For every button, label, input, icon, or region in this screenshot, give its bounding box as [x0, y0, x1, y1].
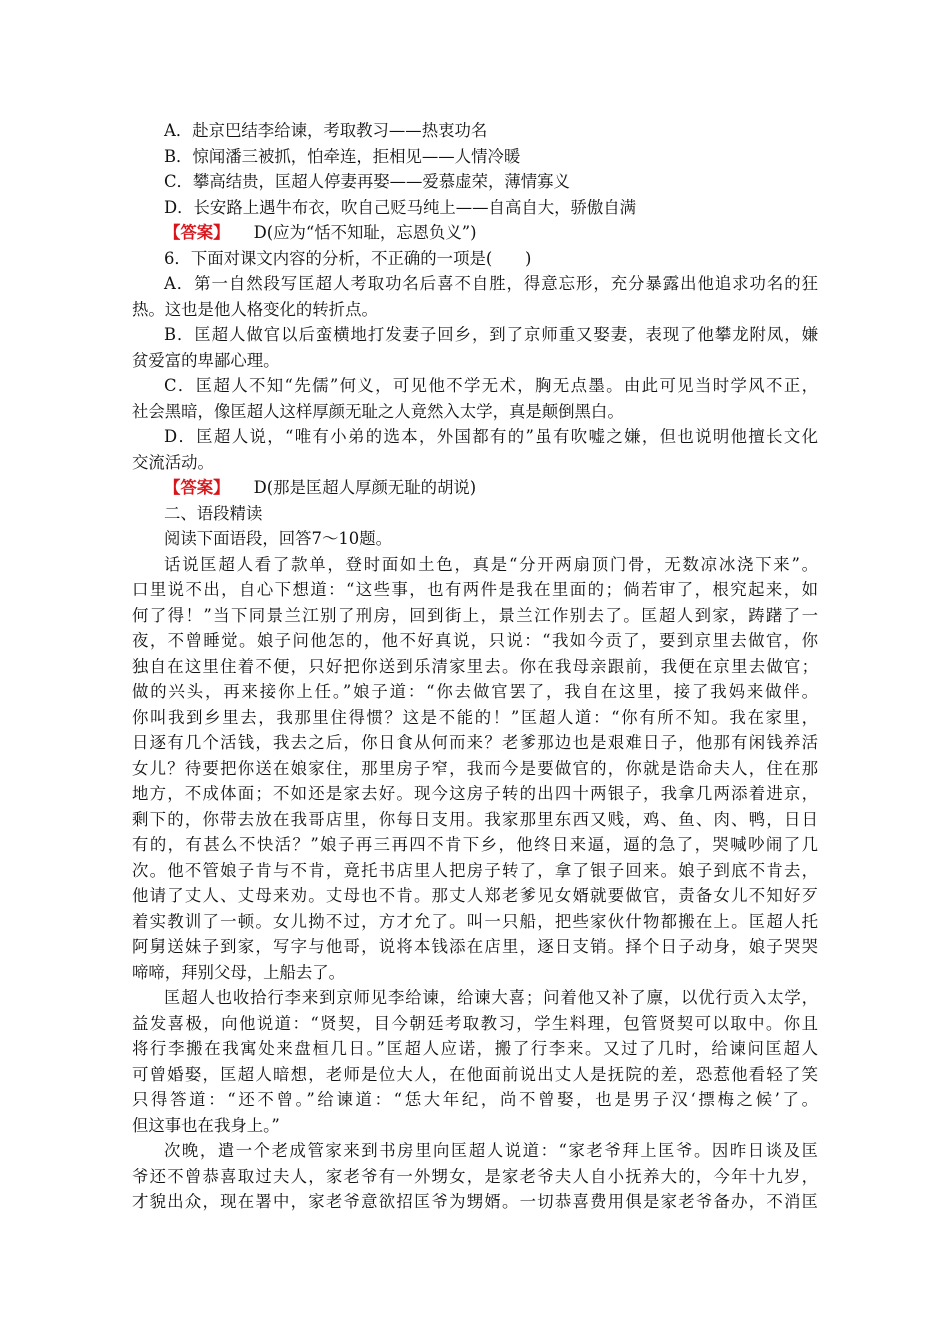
q6-option-a-line2: 热。这也是他人格变化的转折点。 [132, 299, 378, 319]
q5-answer [132, 220, 818, 246]
passage-line: 可曾婚娶，匡超人暗想，老师是位大人，在他面前说出丈人是抚院的差，恐惹他看轻了笑 [132, 1064, 818, 1084]
q5-option-a: A．赴京巴结李给谏，考取教习——热衷功名 [164, 121, 488, 140]
passage-paragraph-3 [132, 1138, 818, 1215]
passage-line: 益发喜极，向他说道：“贤契，目今朝廷考取教习，学生料理，包管贤契可以取中。你且 [132, 1013, 818, 1033]
passage-line: 次晚，遣一个老成管家来到书房里向匡超人说道：“家老爷拜上匡爷。因昨日谈及匡 [164, 1141, 818, 1160]
passage-line: 夜，不曾睡觉。娘子问他怎的，他不好真说，只说：“我如今贡了，要到京里去做官，你 [132, 631, 818, 650]
passage-line: 口里说不出，自心下想道：“这些事，也有两件是我在里面的；倘若审了，根究起来，如 [132, 580, 818, 599]
answer-label: 【答案】 [164, 478, 230, 497]
passage-line: 何了得！”当下同景兰江别了刑房，回到街上，景兰江作别去了。匡超人到家，踌躇了一 [132, 605, 818, 625]
q6-option-b-line2: 贫爱富的卑鄙心理。 [132, 350, 280, 370]
passage-line: 只得答道：“还不曾。”给谏道：“恁大年纪，尚不曾娶，也是男子汉‘摽梅之候’了。 [132, 1090, 818, 1109]
q6-answer [132, 475, 818, 501]
passage-line: 匡超人也收拾行李来到京师见李给谏，给谏大喜；问着他又补了廪，以优行贡入太学， [164, 988, 818, 1007]
section-instruction: 阅读下面语段，回答7～10题。 [164, 529, 392, 548]
passage-line: 次。他不管娘子肯与不肯，竟托书店里人把房子转了，拿了银子回来。娘子到底不肯去， [132, 860, 818, 880]
passage-line: 有的，有甚么不快活？”娘子再三再四不肯下乡，他终日来逼，逼的急了，哭喊吵闹了几 [132, 835, 818, 854]
q5-option-b: B．惊闻潘三被抓，怕牵连，拒相见——人情冷暖 [164, 146, 521, 166]
q5-option-d: D．长安路上遇牛布衣，吹自己贬马纯上——自高自大，骄傲自满 [164, 197, 637, 217]
passage-line: 独自在这里住着不便，只好把你送到乐清家里去。你在我母亲跟前，我便在京里去做官； [132, 656, 818, 676]
passage-line: 日逐有几个活钱，我去之后，你日食从何而来？老爹那边也是艰难日子，他那有闲钱养活 [132, 733, 818, 752]
passage-line: 女儿？待要把你送在娘家住，那里房子窄，我而今是要做官的，你就是诰命夫人，住在那 [132, 758, 818, 778]
passage-line: 但这事也在我身上。” [132, 1115, 280, 1135]
q6-option-b-line1: B．匡超人做官以后蛮横地打发妻子回乡，到了京师重又娶妻，表现了他攀龙附凤，嫌 [164, 325, 818, 344]
passage-line: 他请了丈人、丈母来劝。丈母也不肯。那丈人郑老爹见女婿就要做官，责备女儿不知好歹 [132, 886, 818, 905]
section-heading: 二、语段精读 [164, 503, 263, 523]
answer-text: D(应为“恬不知耻，忘恩负义”) [253, 223, 477, 242]
passage-line: 做的兴头，再来接你上任。”娘子道：“你去做官罢了，我自在这里，接了我妈来做伴。 [132, 682, 818, 701]
q6-option-d-line1: D．匡超人说，“唯有小弟的选本，外国都有的”虽有吹嘘之嫌，但也说明他擅长文化 [164, 427, 818, 446]
q5-option-c: C．攀高结贵，匡超人停妻再娶——爱慕虚荣，薄情寡义 [164, 172, 570, 191]
answer-text: D(那是匡超人厚颜无耻的胡说) [253, 478, 477, 497]
passage-line: 着实教训了一顿。女儿拗不过，方才允了。叫一只船，把些家伙什物都搬在上。匡超人托 [132, 911, 818, 931]
q6-option-c-line1: C．匡超人不知“先儒”何义，可见他不学无术，胸无点墨。由此可见当时学风不正， [164, 376, 818, 395]
q6-option-c-line2: 社会黑暗，像匡超人这样厚颜无耻之人竟然入太学，真是颠倒黑白。 [132, 401, 624, 421]
passage-line: 你叫我到乡里去，我那里住得惯？这是不能的！”匡超人道：“你有所不知。我在家里， [132, 707, 818, 727]
passage-line: 地方，不成体面；不如还是家去好。现今这房子转的出四十两银子，我拿几两添着进京， [132, 784, 818, 803]
passage-line: 剩下的，你带去放在我哥店里，你每日支用。我家那里东西又贱，鸡、鱼、肉、鸭，日日 [132, 809, 818, 829]
passage-line: 才貌出众，现在署中，家老爷意欲招匡爷为甥婿。一切恭喜费用俱是家老爷备办，不消匡 [132, 1192, 818, 1211]
passage-paragraph-1 [132, 552, 818, 986]
passage-line: 将行李搬在我寓处来盘桓几日。”匡超人应诺，搬了行李来。又过了几时，给谏问匡超人 [132, 1039, 818, 1058]
passage-line: 爷还不曾恭喜取过夫人，家老爷有一外甥女，是家老爷夫人自小抚养大的，今年十九岁， [132, 1166, 818, 1186]
document-page [132, 118, 818, 1215]
q6-option-d-line2: 交流活动。 [132, 452, 214, 472]
q6-stem: 6．下面对课文内容的分析，不正确的一项是( ) [164, 248, 532, 268]
passage-paragraph-2 [132, 985, 818, 1138]
answer-label: 【答案】 [164, 223, 230, 242]
passage-line: 啼啼，拜别父母，上船去了。 [132, 962, 346, 982]
passage-line: 阿舅送妹子到家，写字与他哥，说将本钱添在店里，逐日支销。择个日子动身，娘子哭哭 [132, 937, 818, 956]
q6-option-a-line1: A．第一自然段写匡超人考取功名后喜不自胜，得意忘形，充分暴露出他追求功名的狂 [164, 274, 818, 293]
passage-line: 话说匡超人看了款单，登时面如土色，真是“分开两扇顶门骨，无数凉冰浇下来”。 [164, 554, 818, 574]
